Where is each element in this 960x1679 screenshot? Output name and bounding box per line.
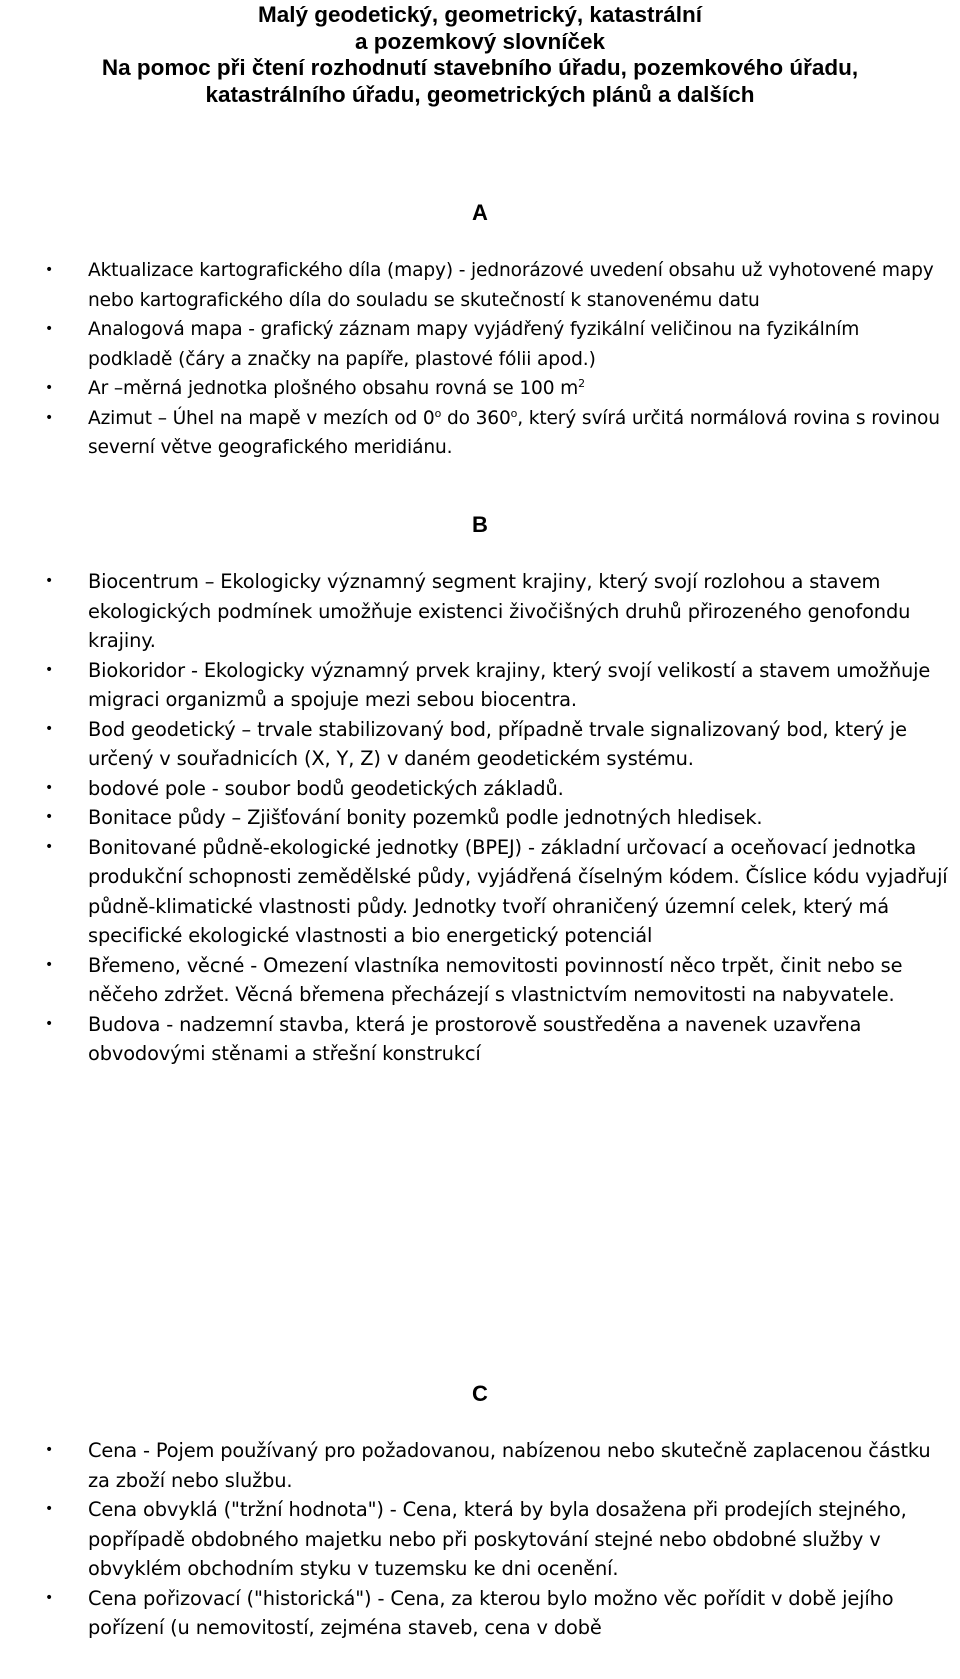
section-letter-c: C [472, 1381, 488, 1406]
list-item [0, 803, 960, 833]
list-item [0, 774, 960, 804]
bullet-icon: • [45, 720, 54, 737]
list-item [0, 1010, 960, 1069]
bullet-icon: • [45, 809, 54, 825]
term-text: Analogová mapa - grafický záznam mapy vyjádřený fyzikální veličinou na fyzikálním podkladě (čáry a značky na papíře, plastové fólii apod.) [88, 319, 860, 370]
list-item [0, 404, 960, 463]
document-title [0, 2, 960, 108]
term-text: Biocentrum – Ekologicky významný segment krajiny, který svojí rozlohou a stavem ekologických podmínek umožňuje existenci živočišných druhů přirozeného genofondu krajiny. [88, 570, 911, 652]
term-text: Biokoridor - Ekologicky významný prvek krajiny, který svojí velikostí a stavem umožňuje migraci organizmů a spojuje mezi sebou biocentra. [88, 658, 931, 711]
section-letter-b: B [472, 512, 488, 537]
list-item [0, 715, 960, 774]
term-text: Cena pořizovací ("historická") - Cena, za kterou bylo možno věc pořídit v době jejího pořízení (u nemovitostí, zejména staveb, cena v době [88, 1586, 894, 1639]
list-item [0, 1436, 960, 1495]
term-text: Azimut – Úhel na mapě v mezích od 0 [88, 407, 435, 429]
term-text: Aktualizace kartografického díla (mapy) - jednorázové uvedení obsahu už vyhotovené mapy nebo kartografického díla do souladu se skutečností k stanovenému datu [88, 260, 934, 311]
section-c-list [0, 1436, 960, 1643]
bullet-icon: • [45, 1501, 54, 1517]
term-text: bodové pole - soubor bodů geodetických základů. [88, 776, 564, 800]
bullet-icon: • [45, 262, 54, 278]
term-text: do 360 [441, 407, 511, 429]
list-item [0, 656, 960, 715]
bullet-icon: • [45, 1015, 54, 1032]
bullet-icon: • [45, 380, 54, 396]
bullet-icon: • [45, 1589, 54, 1606]
term-text: Bonitované půdně-ekologické jednotky (BPEJ) - základní určovací a oceňovací jednotka produkční schopnosti zemědělské půdy, vyjádřená číselným kódem. Číslice kódu vyjadřují půdně-klimatické vlastnosti půdy. Jednotky tvoří ohraničený územní celek, který má specifické ekologické vlastnosti a bio energetický potenciál [88, 835, 948, 947]
bullet-icon: • [45, 779, 54, 796]
title-line-4: katastrálního úřadu, geometrických plánů a dalších [205, 81, 755, 107]
list-item [0, 833, 960, 951]
term-text: Cena - Pojem používaný pro požadovanou, nabízenou nebo skutečně zaplacenou částku za zboží nebo službu. [88, 1439, 931, 1492]
bullet-icon: • [45, 573, 54, 589]
bullet-icon: • [45, 409, 54, 426]
list-item [0, 374, 960, 404]
title-line-1: Malý geodetický, geometrický, katastrální [258, 2, 702, 27]
superscript: o [510, 406, 518, 420]
term-text: Bod geodetický – trvale stabilizovaný bod, případně trvale signalizovaný bod, který je určený v souřadnicích (X, Y, Z) v daném geodetickém systému. [88, 717, 907, 770]
term-text: , který svírá určitá normálová rovina s rovinou severní větve geografického meridiánu. [88, 407, 940, 458]
bullet-icon: • [45, 956, 54, 973]
term-text: Budova - nadzemní stavba, která je prostorově soustředěna a navenek uzavřena obvodovými stěnami a střešní konstrukcí [88, 1012, 862, 1065]
term-text: Bonitace půdy – Zjišťování bonity pozemků podle jednotných hledisek. [88, 806, 763, 829]
term-text: Ar –měrná jednotka plošného obsahu rovná se 100 m [88, 378, 579, 399]
list-item [0, 567, 960, 656]
list-item [0, 256, 960, 315]
bullet-icon: • [45, 321, 54, 337]
superscript: o [434, 406, 442, 420]
bullet-icon: • [45, 838, 54, 855]
section-b-list [0, 567, 960, 1069]
list-item [0, 951, 960, 1010]
list-item [0, 1584, 960, 1643]
list-item [0, 315, 960, 374]
list-item [0, 1495, 960, 1584]
title-line-2: a pozemkový slovníček [354, 28, 606, 54]
term-text: Břemeno, věcné - Omezení vlastníka nemovitosti povinností něco trpět, činit nebo se něčeho zdržet. Věcná břemena přecházejí s vlastnictvím nemovitosti na nabyvatele. [88, 953, 903, 1006]
bullet-icon: • [45, 1442, 54, 1458]
bullet-icon: • [45, 661, 54, 678]
section-a-list [0, 256, 960, 463]
superscript: 2 [578, 376, 585, 390]
title-line-3: Na pomoc při čtení rozhodnutí stavebního úřadu, pozemkového úřadu, [101, 55, 859, 80]
section-letter-a: A [472, 200, 488, 225]
term-text: Cena obvyklá ("tržní hodnota") - Cena, která by byla dosažena při prodejích stejného, popřípadě obdobného majetku nebo při poskytování stejné nebo obdobné služby v obvyklém obchodním styku v tuzemsku ke dni ocenění. [88, 1498, 907, 1580]
